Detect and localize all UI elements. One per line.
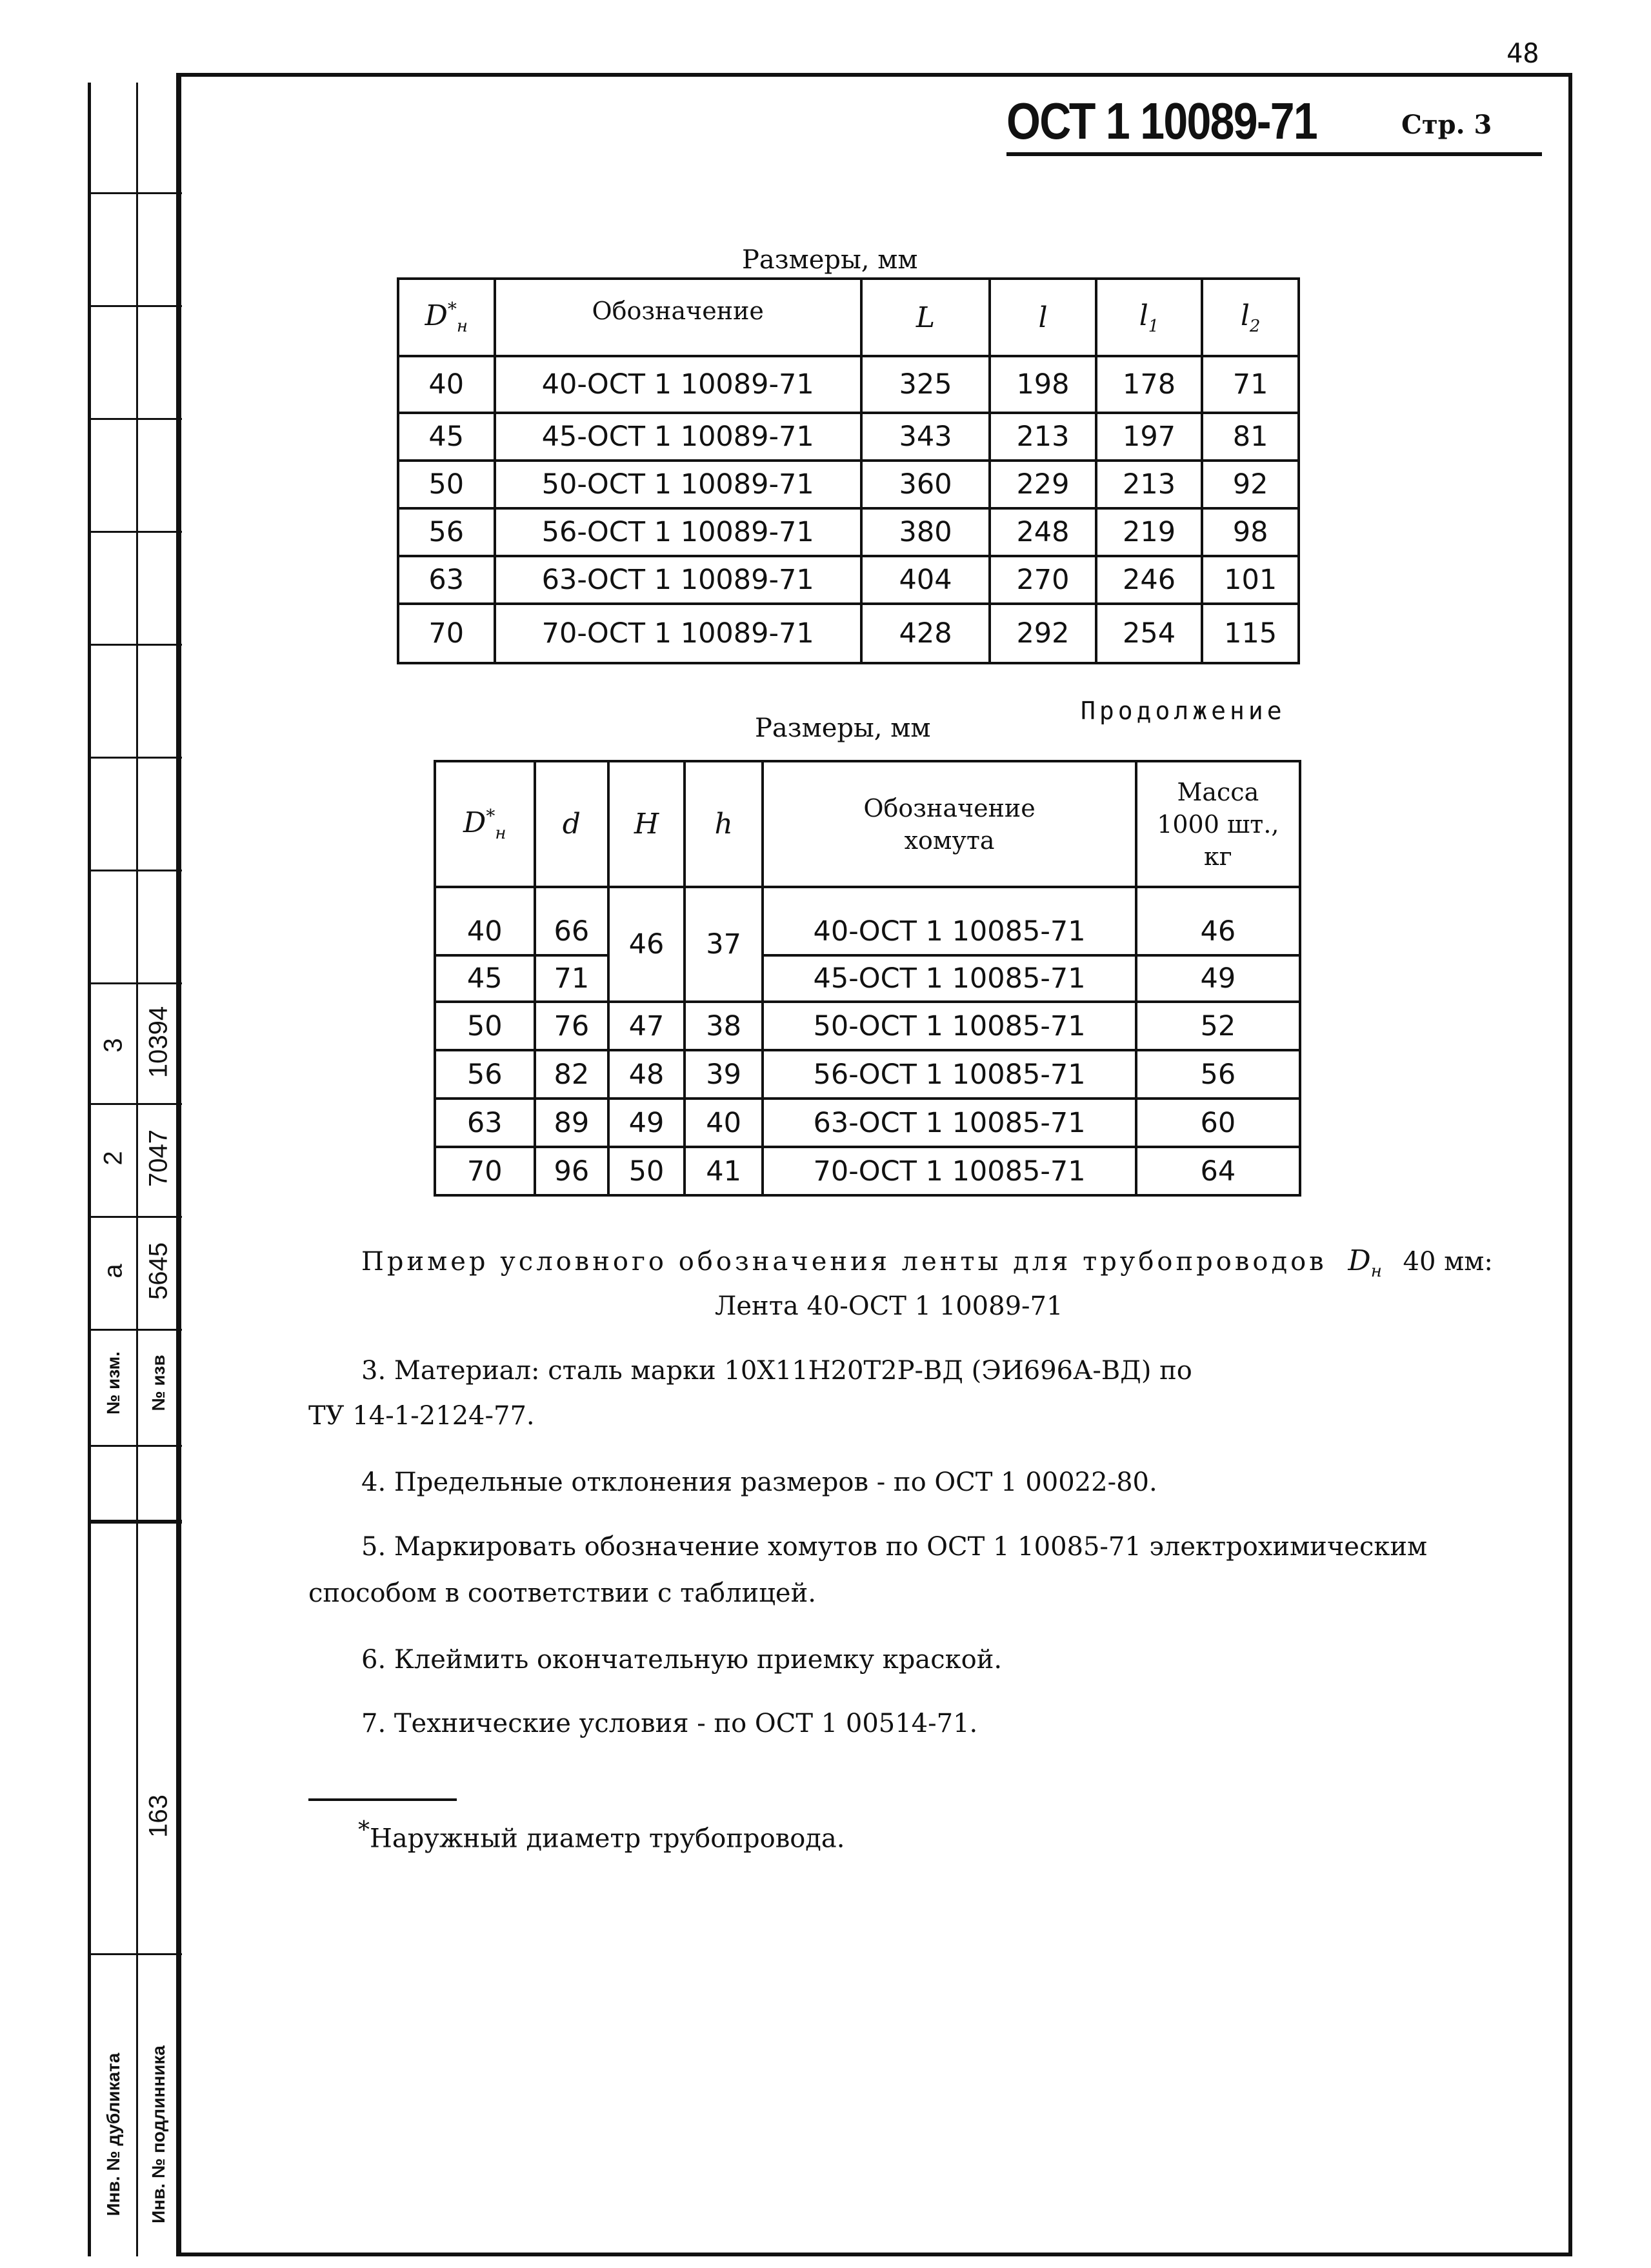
- table-row: [398, 556, 1299, 604]
- table-row: [435, 955, 1300, 1002]
- clamp-table: [434, 760, 1301, 1197]
- header-clamp-designation: [763, 761, 1136, 887]
- table-row: [398, 461, 1299, 508]
- cell-d: 76: [535, 1002, 609, 1050]
- dimensions-table: [397, 277, 1300, 664]
- cell-h: 41: [685, 1147, 763, 1195]
- cell-dn: 70: [398, 604, 495, 663]
- header-l2: $l_2$: [1202, 279, 1299, 356]
- cell-l1: 178: [1096, 356, 1203, 413]
- cell-l: 292: [990, 604, 1096, 663]
- cell-dn: 56: [435, 1050, 535, 1099]
- cell-h: 40: [685, 1099, 763, 1147]
- margin-divider: [91, 870, 182, 871]
- inventory-number: 163: [144, 1795, 173, 1838]
- cell-l2: 101: [1202, 556, 1299, 604]
- cell-l1: 219: [1096, 508, 1203, 556]
- table-row: [398, 356, 1299, 413]
- item-6: 6. Клеймить окончательную приемку краской.: [361, 1645, 1003, 1675]
- table-row: [398, 413, 1299, 461]
- header-clamp-designation-line1: Обозначение: [863, 793, 1036, 822]
- cell-l2: 71: [1202, 356, 1299, 413]
- cell-mass: 52: [1136, 1002, 1300, 1050]
- table-row: [435, 887, 1300, 955]
- cell-dn: 45: [398, 413, 495, 461]
- cell-l: 270: [990, 556, 1096, 604]
- revision-label-3: 3: [99, 1038, 128, 1053]
- cell-H: 50: [608, 1147, 685, 1195]
- sheet-number: Стр. 3: [1401, 110, 1492, 140]
- footnote-text: Наружный диаметр трубопровода.: [370, 1824, 845, 1854]
- header-l: l: [990, 279, 1096, 356]
- cell-H: 49: [608, 1099, 685, 1147]
- cell-l: 229: [990, 461, 1096, 508]
- cell-d: 66: [535, 887, 609, 955]
- margin-divider: [91, 1445, 182, 1447]
- notice-number-1: 10394: [144, 1006, 173, 1079]
- cell-L: 360: [861, 461, 990, 508]
- table-row: [398, 604, 1299, 663]
- table-row: [435, 1147, 1300, 1195]
- cell-l: 198: [990, 356, 1096, 413]
- footnote-rule: [308, 1798, 457, 1801]
- margin-divider: [91, 757, 182, 759]
- header-clamp-designation-line2: хомута: [904, 826, 995, 855]
- revision-label-a: a: [99, 1264, 128, 1278]
- cell-L: 380: [861, 508, 990, 556]
- notice-number-label: № изв: [148, 1355, 168, 1411]
- cell-l: 248: [990, 508, 1096, 556]
- item-7: 7. Технические условия - по ОСТ 1 00514-71.: [361, 1709, 978, 1738]
- header-d: d: [535, 761, 609, 887]
- margin-divider: [91, 418, 182, 420]
- cell-dn: 63: [398, 556, 495, 604]
- page-number: 48: [1506, 37, 1539, 69]
- margin-divider: [91, 192, 182, 194]
- cell-d: 71: [535, 955, 609, 1002]
- cell-dn: 63: [435, 1099, 535, 1147]
- cell-l2: 81: [1202, 413, 1299, 461]
- cell-clamp-designation: 40-ОСТ 1 10085-71: [763, 887, 1136, 955]
- cell-h: 37: [685, 887, 763, 1002]
- example-suffix: 40 мм:: [1403, 1247, 1493, 1277]
- cell-designation: 40-ОСТ 1 10089-71: [495, 356, 861, 413]
- cell-dn: 40: [398, 356, 495, 413]
- table-header-row: [398, 279, 1299, 356]
- cell-designation: 50-ОСТ 1 10089-71: [495, 461, 861, 508]
- margin-divider: [91, 1520, 182, 1524]
- example-dn-symbol: $D_н$: [1348, 1244, 1382, 1281]
- margin-divider: [91, 305, 182, 307]
- cell-dn: 45: [435, 955, 535, 1002]
- cell-H: 48: [608, 1050, 685, 1099]
- example-line-1: [361, 1244, 1493, 1284]
- header-H: H: [608, 761, 685, 887]
- cell-dn: 70: [435, 1147, 535, 1195]
- cell-h: 39: [685, 1050, 763, 1099]
- table-header-row: [435, 761, 1300, 887]
- cell-mass: 64: [1136, 1147, 1300, 1195]
- item-5-line-1: 5. Маркировать обозначение хомутов по ОСТ 1 10085-71 электрохимическим: [361, 1532, 1428, 1562]
- change-number-label: № изм.: [103, 1351, 123, 1415]
- document-code: ОСТ 1 10089-71: [1006, 92, 1317, 150]
- header-underline: [1006, 152, 1542, 156]
- cell-clamp-designation: 63-ОСТ 1 10085-71: [763, 1099, 1136, 1147]
- header-mass-line3: кг: [1204, 842, 1232, 871]
- example-prefix: Пример условного обозначения ленты для трубопроводов: [361, 1247, 1327, 1277]
- cell-clamp-designation: 70-ОСТ 1 10085-71: [763, 1147, 1136, 1195]
- table-row: [435, 1099, 1300, 1147]
- cell-clamp-designation: 50-ОСТ 1 10085-71: [763, 1002, 1136, 1050]
- header-l1: $l_1$: [1096, 279, 1203, 356]
- cell-l1: 246: [1096, 556, 1203, 604]
- cell-l1: 213: [1096, 461, 1203, 508]
- cell-dn: 50: [398, 461, 495, 508]
- cell-designation: 45-ОСТ 1 10089-71: [495, 413, 861, 461]
- table-row: [398, 508, 1299, 556]
- header-designation: Обозначение: [495, 279, 861, 356]
- cell-designation: 70-ОСТ 1 10089-71: [495, 604, 861, 663]
- cell-H: 47: [608, 1002, 685, 1050]
- duplicate-inventory-label: Инв. № дубликата: [103, 2053, 123, 2216]
- cell-L: 404: [861, 556, 990, 604]
- header-mass-line1: Масса: [1177, 777, 1259, 806]
- margin-divider: [91, 1953, 182, 1955]
- table2-caption: Размеры, мм: [755, 713, 931, 743]
- cell-l2: 92: [1202, 461, 1299, 508]
- cell-l2: 115: [1202, 604, 1299, 663]
- cell-mass: 60: [1136, 1099, 1300, 1147]
- cell-d: 96: [535, 1147, 609, 1195]
- cell-clamp-designation: 45-ОСТ 1 10085-71: [763, 955, 1136, 1002]
- header-dn: $D^*_н$: [398, 279, 495, 356]
- cell-l: 213: [990, 413, 1096, 461]
- header-h: h: [685, 761, 763, 887]
- cell-d: 82: [535, 1050, 609, 1099]
- cell-h: 38: [685, 1002, 763, 1050]
- header-mass: [1136, 761, 1300, 887]
- cell-dn: 50: [435, 1002, 535, 1050]
- cell-designation: 63-ОСТ 1 10089-71: [495, 556, 861, 604]
- header-L: L: [861, 279, 990, 356]
- cell-d: 89: [535, 1099, 609, 1147]
- cell-l1: 197: [1096, 413, 1203, 461]
- cell-l1: 254: [1096, 604, 1203, 663]
- footnote: [358, 1817, 845, 1854]
- example-line-2: Лента 40-ОСТ 1 10089-71: [715, 1291, 1063, 1321]
- continuation-label: Продолжение: [1081, 697, 1286, 725]
- table1-caption: Размеры, мм: [742, 245, 918, 275]
- header-mass-line2: 1000 шт.,: [1157, 810, 1279, 839]
- cell-mass: 46: [1136, 887, 1300, 955]
- item-4: 4. Предельные отклонения размеров - по ОСТ 1 00022-80.: [361, 1467, 1157, 1497]
- cell-H: 46: [608, 887, 685, 1002]
- cell-dn: 56: [398, 508, 495, 556]
- margin-divider: [91, 982, 182, 984]
- cell-dn: 40: [435, 887, 535, 955]
- cell-mass: 49: [1136, 955, 1300, 1002]
- margin-divider: [91, 531, 182, 533]
- table-row: [435, 1002, 1300, 1050]
- header-dn: $D^*_н$: [435, 761, 535, 887]
- margin-divider: [91, 644, 182, 646]
- item-3-line-1: 3. Материал: сталь марки 10Х11Н20Т2Р-ВД (ЭИ696А-ВД) по: [361, 1356, 1192, 1386]
- cell-mass: 56: [1136, 1050, 1300, 1099]
- item-3-line-2: ТУ 14-1-2124-77.: [308, 1401, 535, 1431]
- cell-l2: 98: [1202, 508, 1299, 556]
- revision-label-2: 2: [99, 1151, 128, 1166]
- notice-number-2: 7047: [144, 1129, 173, 1187]
- table-row: [435, 1050, 1300, 1099]
- item-5-line-2: способом в соответствии с таблицей.: [308, 1578, 816, 1608]
- cell-L: 343: [861, 413, 990, 461]
- margin-strip: [88, 83, 179, 2256]
- notice-number-3: 5645: [144, 1242, 173, 1300]
- cell-designation: 56-ОСТ 1 10089-71: [495, 508, 861, 556]
- original-inventory-label: Инв. № подлинника: [148, 2045, 168, 2223]
- cell-L: 325: [861, 356, 990, 413]
- cell-L: 428: [861, 604, 990, 663]
- cell-clamp-designation: 56-ОСТ 1 10085-71: [763, 1050, 1136, 1099]
- footnote-mark: *: [358, 1817, 370, 1844]
